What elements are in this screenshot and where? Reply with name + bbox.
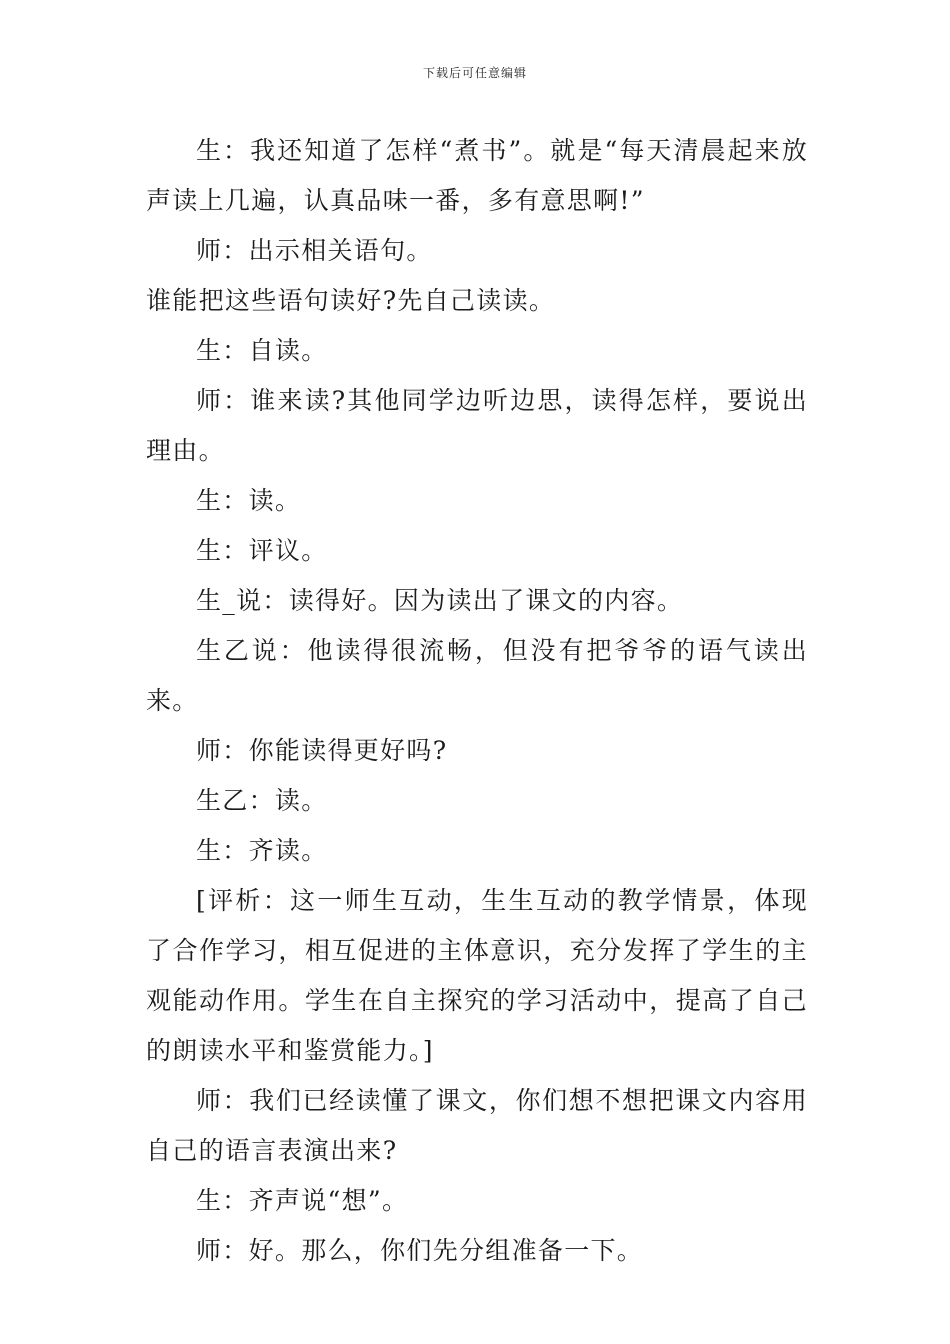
page-header: 下载后可任意编辑 — [422, 66, 527, 80]
paragraph: 师：谁来读?其他同学边听边思，读得怎样，要说出理由。 — [146, 386, 808, 465]
paragraph: 师：好。那么，你们先分组准备一下。 — [196, 1236, 644, 1265]
paragraph: 师：你能读得更好吗? — [196, 736, 448, 765]
paragraph: 师：出示相关语句。 — [196, 236, 433, 265]
paragraph: 师：我们已经读懂了课文，你们想不想把课文内容用自己的语言表演出来? — [146, 1086, 808, 1165]
paragraph: 生：读。 — [196, 486, 302, 515]
paragraph: 生乙：读。 — [196, 786, 328, 815]
paragraph: 生乙说：他读得很流畅，但没有把爷爷的语气读出来。 — [146, 636, 808, 715]
paragraph: 生：齐读。 — [196, 836, 328, 865]
paragraph: 谁能把这些语句读好?先自己读读。 — [146, 286, 556, 315]
paragraph: 生：我还知道了怎样“煮书”。就是“每天清晨起来放声读上几遍，认真品味一番，多有意思啊!” — [146, 136, 808, 215]
paragraph: 生_说：读得好。因为读出了课文的内容。 — [196, 586, 684, 615]
paragraph: 生：评议。 — [196, 536, 328, 565]
commentary-paragraph: [评析：这一师生互动，生生互动的教学情景，体现了合作学习，相互促进的主体意识，充分发挥了学生的主观能动作用。学生在自主探究的学习活动中，提高了自己的朗读水平和鉴赏能力。] — [146, 886, 808, 1065]
paragraph: 生：齐声说“想”。 — [196, 1186, 409, 1215]
paragraph: 生：自读。 — [196, 336, 328, 365]
document-body — [146, 126, 808, 1276]
